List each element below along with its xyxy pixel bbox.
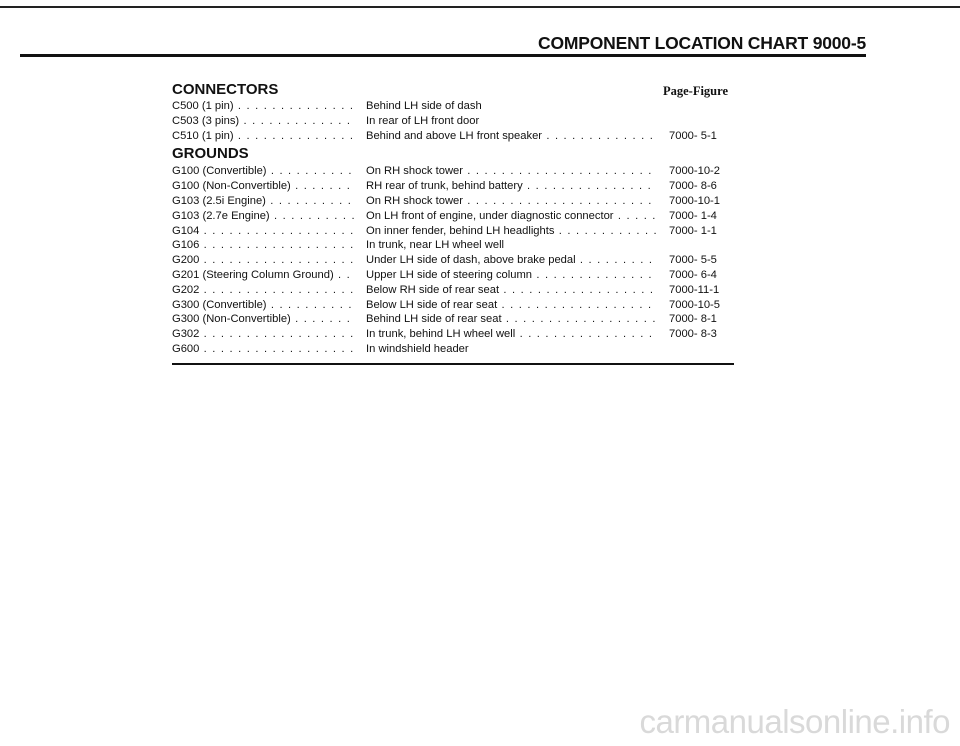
component-location-table (172, 80, 734, 357)
page-figure-ref: 7000- 5-5 (669, 254, 717, 267)
page-figure-ref: 7000- 8-3 (669, 328, 717, 341)
table-row (172, 238, 734, 253)
page-figure-ref: 7000- 1-4 (669, 209, 717, 222)
connectors-list (172, 99, 734, 143)
section-heading-connectors (172, 80, 734, 99)
table-row (172, 312, 734, 327)
location-text: Behind LH side of rear seat . . . (366, 312, 656, 327)
table-row (172, 99, 734, 114)
page-figure-ref: 7000- 6-4 (669, 268, 717, 281)
table-row (172, 342, 734, 357)
page-figure-ref: 7000-10-5 (669, 298, 721, 311)
page-figure-ref: 7000- 5-1 (669, 129, 717, 142)
page-figure-ref: 7000- 8-6 (669, 180, 717, 193)
bottom-rule (172, 363, 734, 365)
location-text: Behind LH side of dash (366, 100, 482, 112)
table-row (172, 194, 734, 209)
page-figure-ref: 7000-11-1 (669, 283, 720, 296)
location-text: On LH front of engine, under diagnostic connector . . . (366, 209, 656, 224)
component-id: G300 (Non-Convertible) . . . (172, 312, 356, 327)
table-row (172, 268, 734, 283)
component-id: G201 (Steering Column Ground) . . . (172, 268, 356, 283)
table-row (172, 327, 734, 342)
top-rule (0, 6, 960, 8)
table-row (172, 298, 734, 313)
component-id: G106 . . . (172, 238, 356, 253)
table-row (172, 224, 734, 239)
table-row (172, 209, 734, 224)
component-id: G100 (Non-Convertible) . . . (172, 179, 356, 194)
page-figure-ref: 7000-10-1 (669, 194, 721, 207)
table-row (172, 179, 734, 194)
component-id: G200 . . . (172, 253, 356, 268)
component-id: G103 (2.5i Engine) . . . (172, 194, 356, 209)
table-row (172, 253, 734, 268)
page-figure-ref: 7000- 8-1 (669, 313, 717, 326)
component-id: G100 (Convertible) . . . (172, 164, 356, 179)
section-heading-grounds (172, 144, 734, 164)
location-text: On inner fender, behind LH headlights . . . (366, 224, 656, 239)
location-text: Under LH side of dash, above brake pedal . . . (366, 253, 656, 268)
grounds-list (172, 164, 734, 356)
table-row (172, 283, 734, 298)
component-id: C503 (3 pins) . . . (172, 114, 356, 129)
page-figure-header: Page-Figure (662, 84, 728, 98)
component-id: C500 (1 pin) . . . (172, 99, 356, 114)
location-text: Upper LH side of steering column . . . (366, 268, 656, 283)
section-title: GROUNDS (172, 145, 249, 163)
component-id: C510 (1 pin) . . . (172, 129, 356, 144)
table-row (172, 164, 734, 179)
header-rule (20, 54, 866, 57)
component-id: G103 (2.7e Engine) . . . (172, 209, 356, 224)
page-figure-ref: 7000- 1-1 (669, 224, 717, 237)
component-id: G300 (Convertible) . . . (172, 298, 356, 313)
page-title: COMPONENT LOCATION CHART 9000-5 (538, 33, 866, 53)
location-text: In rear of LH front door (366, 114, 480, 127)
component-id: G104 . . . (172, 224, 356, 239)
location-text: Behind and above LH front speaker . . . (366, 129, 656, 144)
location-text: Below LH side of rear seat . . . (366, 298, 656, 313)
watermark: carmanualsonline.info (639, 703, 950, 740)
location-text: In trunk, near LH wheel well (366, 239, 505, 252)
page-figure-ref: 7000-10-2 (669, 165, 721, 178)
location-text: On RH shock tower . . . (366, 164, 656, 179)
component-id: G202 . . . (172, 283, 356, 298)
component-id: G302 . . . (172, 327, 356, 342)
table-row (172, 129, 734, 144)
location-text: In trunk, behind LH wheel well . . . (366, 327, 656, 342)
location-text: On RH shock tower . . . (366, 194, 656, 209)
location-text: In windshield header (366, 342, 469, 355)
location-text: RH rear of trunk, behind battery . . . (366, 179, 656, 194)
component-id: G600 . . . (172, 342, 356, 357)
section-title: CONNECTORS (172, 81, 279, 98)
table-row (172, 114, 734, 129)
location-text: Below RH side of rear seat . . . (366, 283, 656, 298)
